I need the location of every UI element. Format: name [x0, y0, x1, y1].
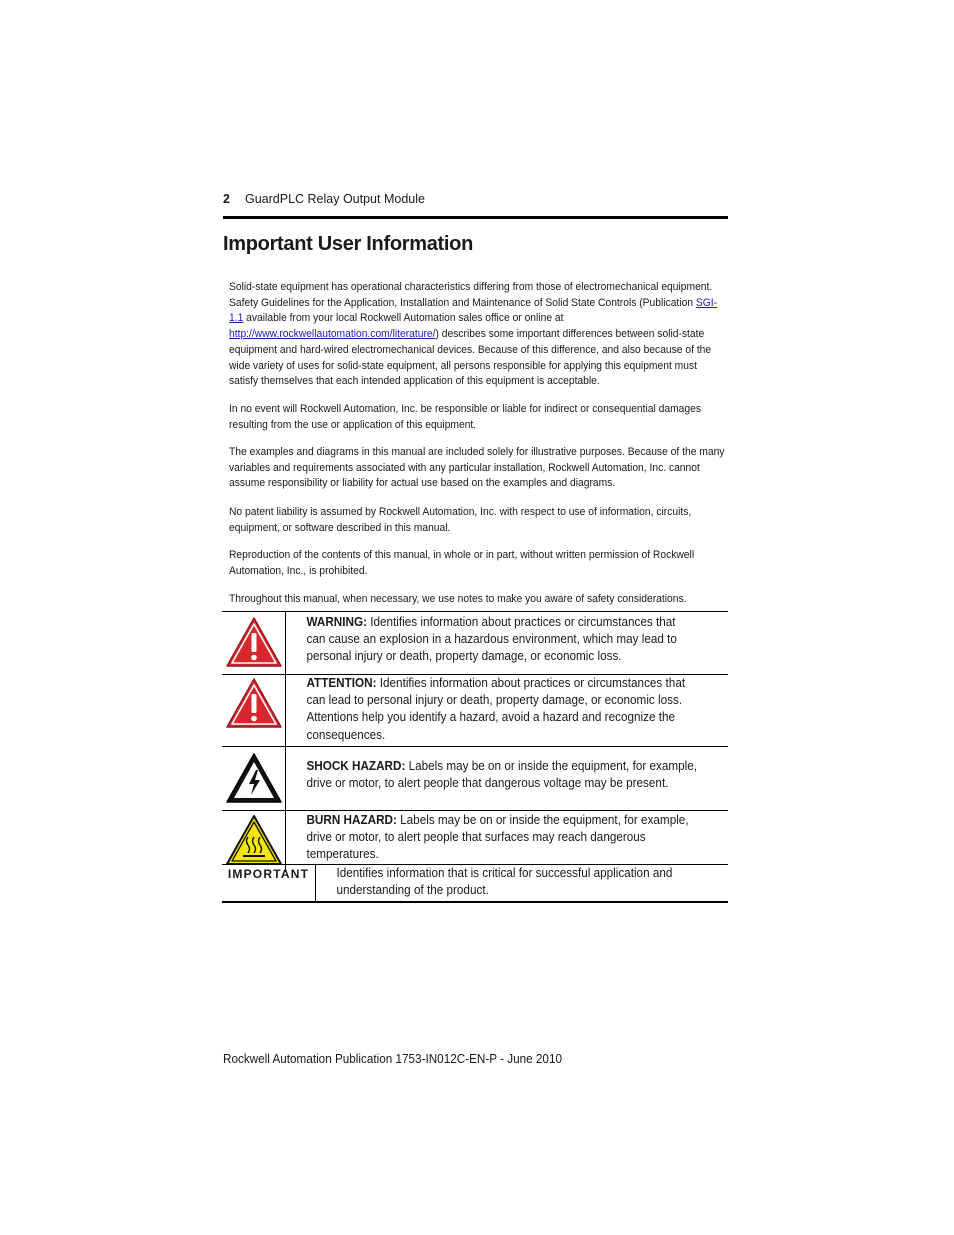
- note-label: ATTENTION:: [306, 676, 377, 690]
- note-text: Identifies information about practices or circumstances that can cause an explosion in a hazardous environment, which may lead to personal injury or death, property damage, or economic loss.: [306, 615, 677, 664]
- note-label: WARNING:: [306, 615, 367, 629]
- note-label: BURN HAZARD:: [306, 813, 397, 827]
- page-title: Important User Information: [223, 233, 473, 255]
- paragraph-text: ) describes some important differences between solid-state equipment and hard-wired electromechanical devices. Because of this difference, and also because of the wide variety of uses for solid-state equipment, all persons responsible for applying this equipment must satisfy themselves that each intended application of this equipment is acceptable.: [229, 328, 712, 388]
- paragraph-text: Solid-state equipment has operational characteristics differing from those of electromechanical equipment. Safety Guidelines for the Application, Installation and Maintenance of Solid State Controls (Publication: [229, 281, 713, 309]
- page-footer: Rockwell Automation Publication 1753-IN012C-EN-P - June 2010: [223, 1052, 562, 1066]
- paragraph-examples: The examples and diagrams in this manual are included solely for illustrative purposes. Because of the many variables and requirements associated with any particular installation, Rockwell Automation, Inc. cannot assume responsibility or liability for actual use based on the examples and diagrams.: [229, 446, 725, 490]
- burn-hazard-icon: [224, 813, 284, 867]
- burn-hazard-note-row: [222, 811, 728, 873]
- paragraph-text: available from your local Rockwell Automation sales office or online at: [243, 312, 564, 325]
- running-title: GuardPLC Relay Output Module: [245, 192, 425, 206]
- paragraph-solid-state: [229, 280, 726, 390]
- attention-note-row: [222, 675, 728, 747]
- warning-note-row: [222, 612, 728, 675]
- important-text: Identifies information that is critical for successful application and understanding of the product.: [336, 866, 673, 898]
- important-note-row: [222, 865, 728, 902]
- shock-hazard-note-row: [222, 747, 728, 811]
- note-text: Labels may be on or inside the equipment, for example, drive or motor, to alert people that dangerous voltage may be present.: [306, 759, 698, 791]
- warning-triangle-icon: [224, 615, 284, 669]
- important-label: IMPORTANT: [222, 865, 316, 902]
- safety-notes-table: [222, 611, 728, 872]
- attention-triangle-icon: [224, 676, 284, 730]
- literature-link[interactable]: http://www.rockwellautomation.com/literature/: [229, 328, 436, 341]
- note-label: SHOCK HAZARD:: [306, 759, 406, 773]
- page-number: 2: [223, 192, 230, 206]
- paragraph-patent: No patent liability is assumed by Rockwell Automation, Inc. with respect to use of information, circuits, equipment, or software described in this manual.: [229, 506, 692, 534]
- page-header: [223, 192, 728, 219]
- paragraph-safety-notes: Throughout this manual, when necessary, we use notes to make you aware of safety considerations.: [229, 593, 687, 605]
- note-text: Labels may be on or inside the equipment, for example, drive or motor, to alert people that surfaces may reach dangerous temperatures.: [306, 813, 689, 862]
- sgi-link[interactable]: SGI-1.1: [229, 296, 718, 325]
- paragraph-liability: In no event will Rockwell Automation, Inc. be responsible or liable for indirect or consequential damages resulting from the use or application of this equipment.: [229, 403, 702, 431]
- paragraph-reproduction: Reproduction of the contents of this manual, in whole or in part, without written permission of Rockwell Automation, Inc., is prohibited.: [229, 549, 695, 577]
- shock-hazard-icon: [224, 751, 284, 805]
- note-text: Identifies information about practices or circumstances that can lead to personal injury or death, property damage, or economic loss. Attentions help you identify a hazard, avoid a hazard and recognize the consequences.: [306, 676, 686, 742]
- important-note-table: [222, 864, 728, 903]
